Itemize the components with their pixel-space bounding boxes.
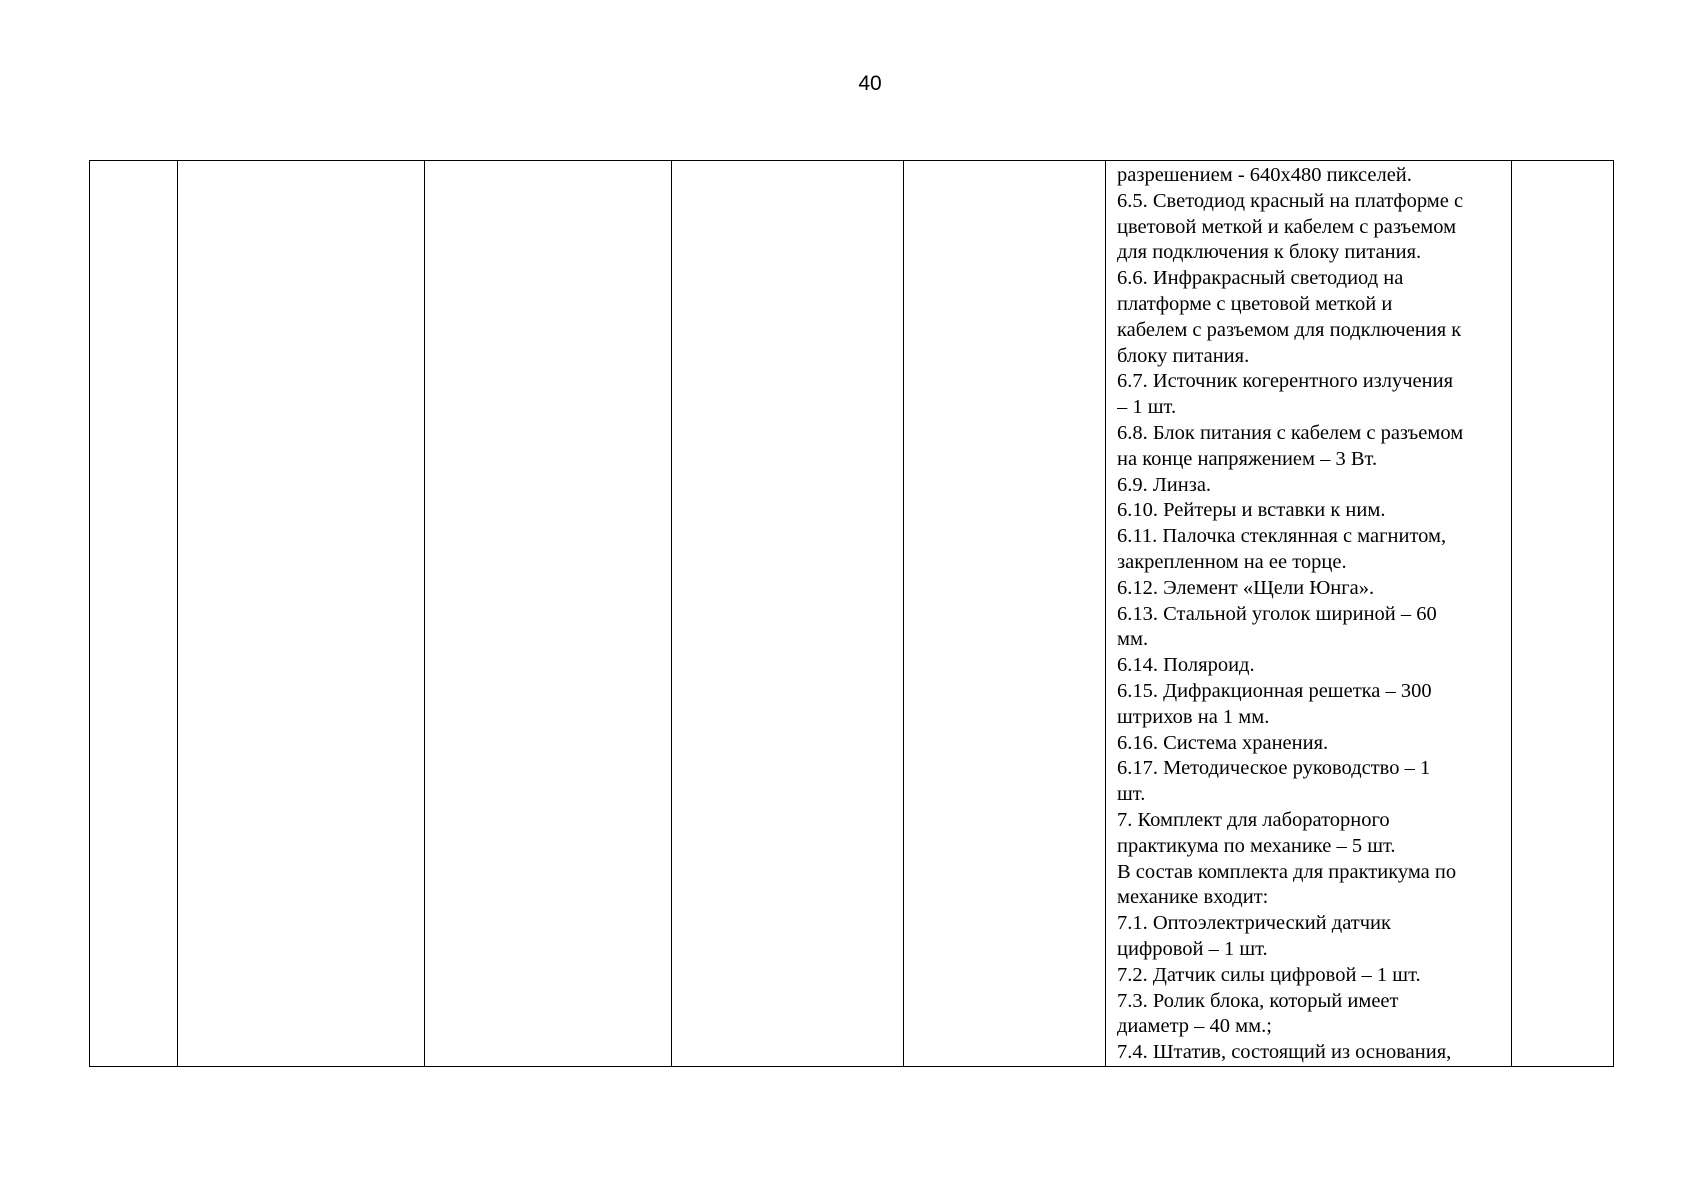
specification-table — [89, 160, 1614, 1067]
table-cell-3 — [425, 161, 672, 1067]
spec-line: 6.17. Методическое руководство – 1 — [1117, 757, 1431, 780]
spec-line: 6.5. Светодиод красный на платформе с — [1117, 189, 1464, 212]
table-cell-specification — [1106, 161, 1512, 1067]
spec-line: 6.6. Инфракрасный светодиод на — [1117, 267, 1404, 290]
spec-line: цветовой меткой и кабелем с разъемом — [1117, 215, 1457, 238]
spec-line: цифровой – 1 шт. — [1117, 937, 1268, 960]
spec-line: платформе с цветовой меткой и — [1117, 292, 1393, 315]
spec-line: блоку питания. — [1117, 344, 1250, 367]
table-cell-4 — [672, 161, 904, 1067]
spec-line: 6.13. Стальной уголок шириной – 60 — [1117, 602, 1437, 625]
spec-line: мм. — [1117, 628, 1149, 651]
table-cell-1 — [90, 161, 178, 1067]
spec-line: 6.12. Элемент «Щели Юнга». — [1117, 576, 1375, 599]
spec-line: диаметр – 40 мм.; — [1117, 1015, 1272, 1038]
spec-line: 7.2. Датчик силы цифровой – 1 шт. — [1117, 963, 1421, 986]
page-number: 40 — [858, 72, 882, 95]
spec-line: 7.1. Оптоэлектрический датчик — [1117, 912, 1391, 935]
spec-line: – 1 шт. — [1117, 396, 1177, 419]
spec-line: 6.15. Дифракционная решетка – 300 — [1117, 679, 1432, 702]
spec-line: 6.10. Рейтеры и вставки к ним. — [1117, 499, 1386, 522]
spec-line: разрешением - 640х480 пикселей. — [1117, 164, 1412, 186]
spec-line: закрепленном на ее торце. — [1117, 550, 1347, 573]
table-cell-7 — [1512, 161, 1614, 1067]
spec-line: 7.4. Штатив, состоящий из основания, — [1117, 1041, 1452, 1064]
spec-line: 7. Комплект для лабораторного — [1117, 808, 1390, 831]
spec-line: штрихов на 1 мм. — [1117, 705, 1270, 728]
spec-line: 6.9. Линза. — [1117, 473, 1212, 496]
spec-line: на конце напряжением – 3 Вт. — [1117, 447, 1378, 470]
spec-line: 6.14. Поляроид. — [1117, 654, 1255, 677]
spec-line: механике входит: — [1117, 886, 1269, 909]
table-cell-5 — [904, 161, 1106, 1067]
spec-line: для подключения к блоку питания. — [1117, 241, 1422, 264]
spec-line: В состав комплекта для практикума по — [1117, 860, 1457, 883]
spec-line: 7.3. Ролик блока, который имеет — [1117, 989, 1399, 1012]
table-cell-2 — [178, 161, 425, 1067]
spec-line: шт. — [1117, 783, 1146, 806]
spec-line: 6.16. Система хранения. — [1117, 731, 1329, 754]
spec-line: 6.8. Блок питания с кабелем с разъемом — [1117, 421, 1464, 444]
table-row — [90, 161, 1614, 1067]
spec-line: 6.7. Источник когерентного излучения — [1117, 370, 1454, 393]
spec-line: кабелем с разъемом для подключения к — [1117, 318, 1462, 341]
spec-line: 6.11. Палочка стеклянная с магнитом, — [1117, 525, 1447, 548]
spec-line: практикума по механике – 5 шт. — [1117, 834, 1396, 857]
specification-text — [1117, 163, 1505, 1066]
